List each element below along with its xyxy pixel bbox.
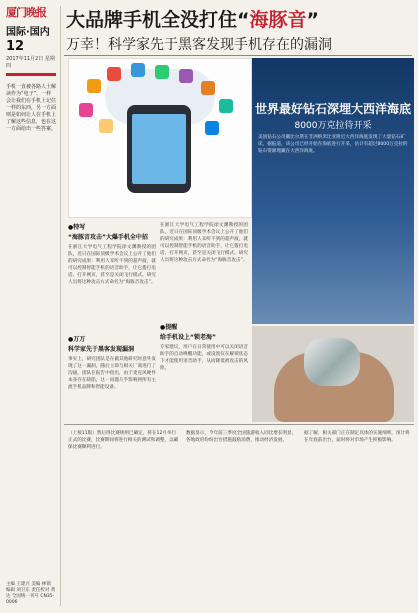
continued-article: （上接11版）然后得比赛规则已确定，将在12月举行正式的比赛，比赛期间将进行相关的测试和调整，以确保比赛顺利进行。 xyxy=(68,431,179,450)
section-heading: “海豚音攻击”大爆手机全中招 xyxy=(68,234,148,241)
headline-highlight: 海豚音 xyxy=(249,9,307,31)
section-tag: ●特写 xyxy=(68,224,86,231)
newspaper-logo: 厦门晚报 xyxy=(6,6,46,19)
feature-subtitle: 8000万克拉待开采 xyxy=(294,121,372,131)
diamond-feature-panel xyxy=(252,58,414,324)
section-tag: ●万万 xyxy=(68,336,86,343)
headline-prefix: 大品牌手机全没打住“ xyxy=(66,9,250,31)
lead-note: 手机一直被各路人士解读作为“电子”，一样会让我们在手机上记住一样的东西，另一方面则是如何让人在手机上了解这些信息，也在这一方面给出一些答案。 xyxy=(6,84,57,132)
app-icon xyxy=(219,99,233,113)
editor-credits: 主编 王建兴 美编 林锦 编辑 刘卫东 责任校对 黄达 全国统一刊号 CN35-0006 xyxy=(6,582,56,605)
diamond-photo xyxy=(252,326,414,422)
column-divider xyxy=(60,6,61,606)
page-headline xyxy=(66,5,319,32)
article-text: 在浙江大学电气工程学院徐文渊教授的团队，近日在国际顶级学术会议上公开了他们的研究成果：利用人耳听不到的超声波，就可以控制智能手机的语音助手，让它拨打电话、打开网页，甚至是关闭飞行模式。研究人员将这种攻击方式命名为“海豚音攻击”。 xyxy=(68,245,156,285)
app-icon xyxy=(131,63,145,77)
red-divider xyxy=(6,73,56,76)
section-tag: ●提醒 xyxy=(160,324,178,331)
page-number: 12 xyxy=(6,39,25,54)
article-text: 专家建议，用户在日常使用中可以关闭语音助手的自动唤醒功能，或设置仅在解锁状态下才能使用语音助手，从而降低被攻击的风险。 xyxy=(160,345,248,371)
app-icon xyxy=(107,67,121,81)
section-heading: 给手机设上“锁老海” xyxy=(160,334,216,341)
feature-title: 世界最好钻石深埋大西洋海底 xyxy=(254,102,411,116)
app-icon xyxy=(99,119,113,133)
continued-article: 数据显示，今年前三季度全国旅游收入同比增长明显，各地政府纷纷出台措施鼓励消费，推动经济发展。 xyxy=(186,431,297,443)
app-icon xyxy=(87,79,101,93)
smartphone-apps-illustration xyxy=(68,58,252,218)
article-text: 在浙江大学电气工程学院徐文渊教授的团队，近日在国际顶级学术会议上公开了他们的研究成果：利用人耳听不到的超声波，就可以控制智能手机的语音助手，让它拨打电话、打开网页，甚至是关闭飞行模式。研究人员将这种攻击方式命名为“海豚音攻击”。 xyxy=(160,223,248,263)
article-text: 事实上，研究团队是在做其他研究时意外发现了这一漏洞，随后立即与相关厂商进行了沟通。团队在报告中指出，由于麦克风硬件本身存在缺陷，这一问题几乎影响到所有主流手机品牌和智能设备。 xyxy=(68,357,156,390)
headline-suffix: ” xyxy=(306,9,320,31)
feature-body: 美国钻石公司戴比尔斯在非洲纳米比亚附近大西洋海底发现了大量钻石矿床，据报道，该公司已经开始在海底进行开采，估计有超过8000万克拉的钻石资源埋藏在大西洋海底。 xyxy=(258,135,408,154)
phone-screen xyxy=(132,114,186,184)
story-divider xyxy=(64,424,414,425)
app-icon xyxy=(155,65,169,79)
page-subheadline: 万幸！科学家先于黑客发现手机存在的漏洞 xyxy=(66,37,332,53)
diamond-shape xyxy=(304,338,360,386)
issue-date: 2017年11月2日 星期四 xyxy=(6,56,55,69)
header-rule xyxy=(64,55,412,56)
smartphone-icon xyxy=(127,105,191,193)
app-icon xyxy=(179,69,193,83)
continued-article: 据了解，相关部门正在制定具体的实施细则，预计将在年底前出台，届时将对市场产生积极影响。 xyxy=(304,431,410,443)
section-heading: 科学家先于黑客发现漏洞 xyxy=(68,346,135,353)
app-icon xyxy=(201,81,215,95)
section-name: 国际·国内 xyxy=(6,27,50,38)
app-icon xyxy=(205,121,219,135)
app-icon xyxy=(79,103,93,117)
ocean-background xyxy=(252,58,414,324)
masthead-column xyxy=(6,4,56,610)
